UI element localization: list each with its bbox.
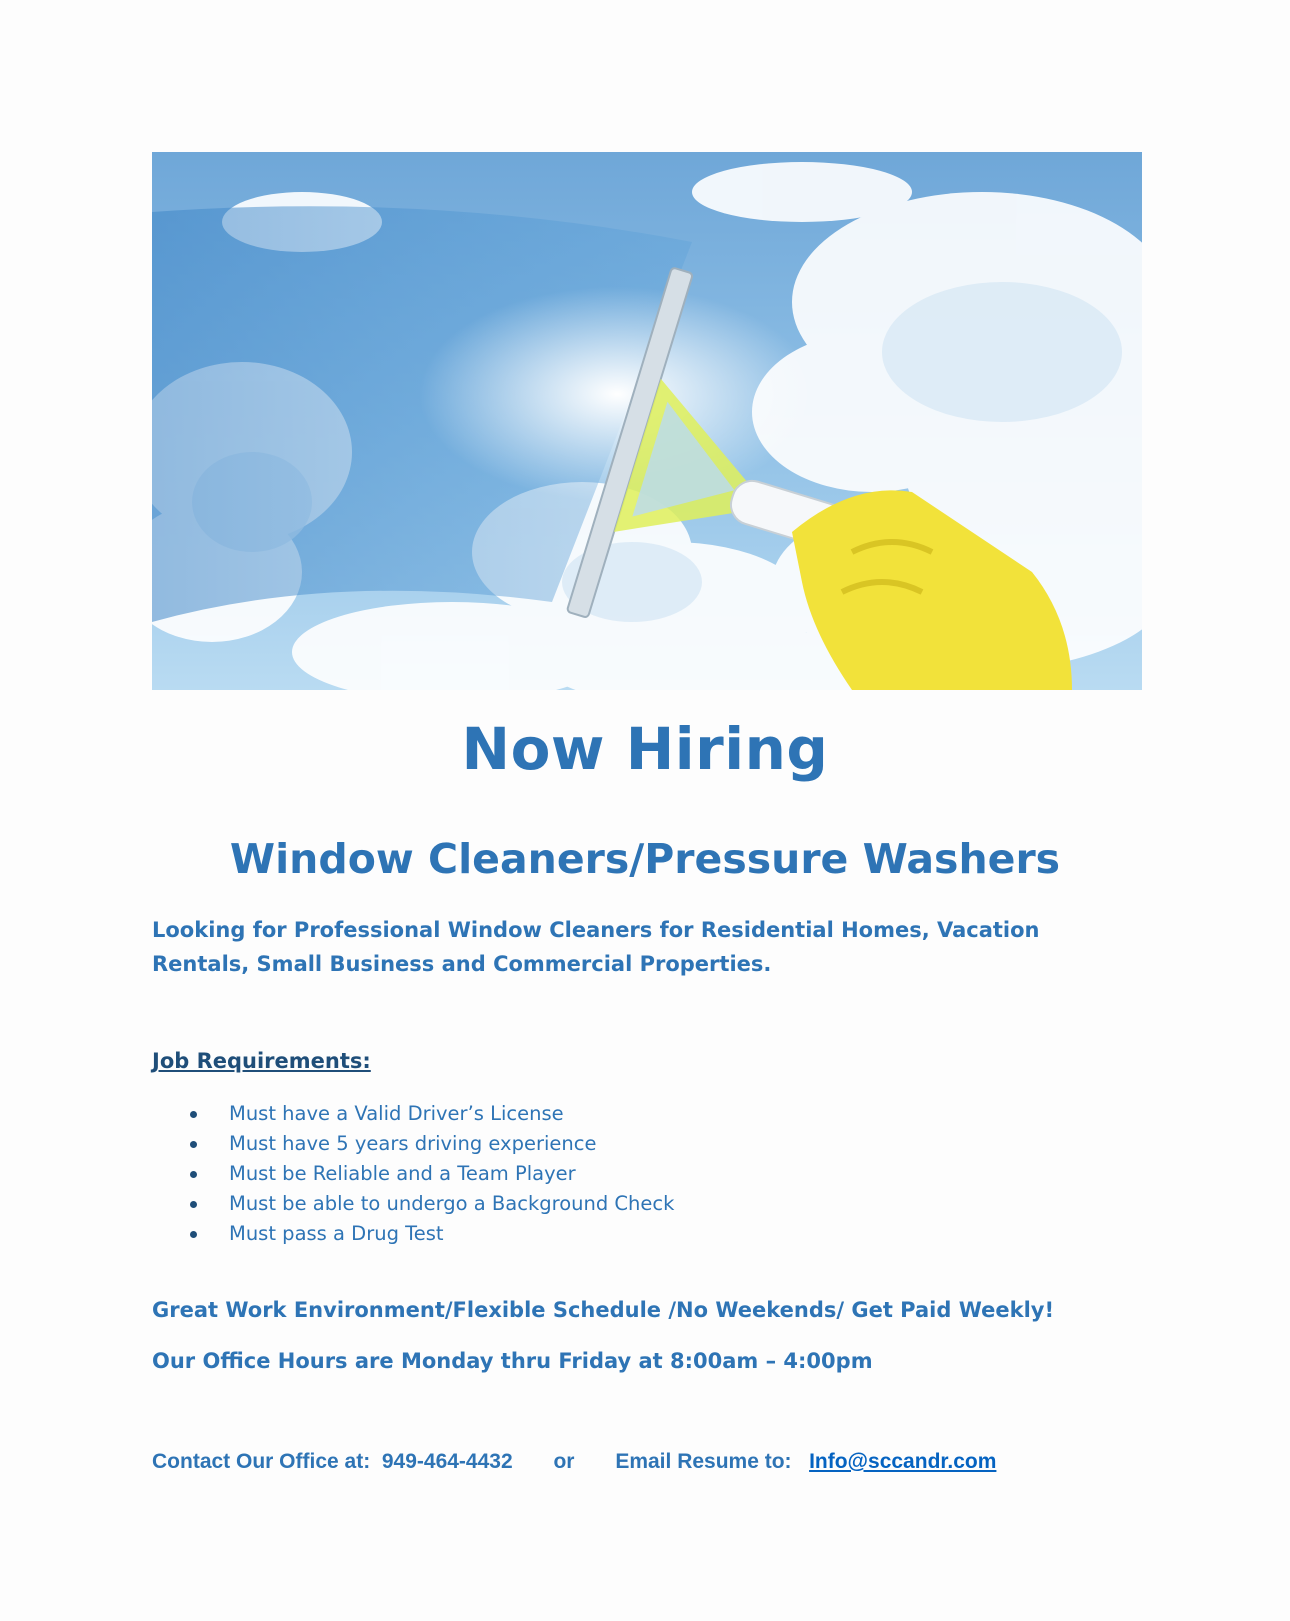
phone-number[interactable]: 949-464-4432 xyxy=(381,1450,513,1473)
bullet-icon xyxy=(190,1231,197,1238)
bullet-icon xyxy=(190,1201,197,1208)
hero-image xyxy=(152,152,1142,690)
requirement-text: Must have 5 years driving experience xyxy=(229,1132,597,1155)
bullet-icon xyxy=(190,1141,197,1148)
requirement-text: Must pass a Drug Test xyxy=(229,1222,444,1245)
page-title: Now Hiring xyxy=(461,715,829,783)
list-item xyxy=(152,1219,674,1249)
requirement-text: Must be Reliable and a Team Player xyxy=(229,1162,576,1185)
list-item xyxy=(152,1099,674,1129)
intro-paragraph: Looking for Professional Window Cleaners for Residential Homes, Vacation Rentals, Small Business and Commercial Properties. xyxy=(152,918,1040,976)
office-hours: Our Office Hours are Monday thru Friday at 8:00am – 4:00pm xyxy=(152,1349,873,1373)
bullet-icon xyxy=(190,1111,197,1118)
window-squeegee-sky-image xyxy=(152,152,1142,690)
requirement-text: Must have a Valid Driver’s License xyxy=(229,1102,564,1125)
email-label: Email Resume to: xyxy=(615,1450,792,1473)
phone-label: Contact Our Office at: xyxy=(152,1450,371,1473)
list-item xyxy=(152,1159,674,1189)
list-item xyxy=(152,1129,674,1159)
or-text: or xyxy=(553,1450,575,1473)
requirements-list xyxy=(152,1099,674,1249)
list-item xyxy=(152,1189,674,1219)
requirement-text: Must be able to undergo a Background Check xyxy=(229,1192,675,1215)
requirements-heading: Job Requirements: xyxy=(152,1049,371,1073)
contact-line xyxy=(152,1450,996,1474)
job-title: Window Cleaners/Pressure Washers xyxy=(229,835,1061,883)
email-link[interactable]: Info@sccandr.com xyxy=(809,1450,997,1473)
bullet-icon xyxy=(190,1171,197,1178)
perks-line: Great Work Environment/Flexible Schedule /No Weekends/ Get Paid Weekly! xyxy=(152,1298,1055,1322)
